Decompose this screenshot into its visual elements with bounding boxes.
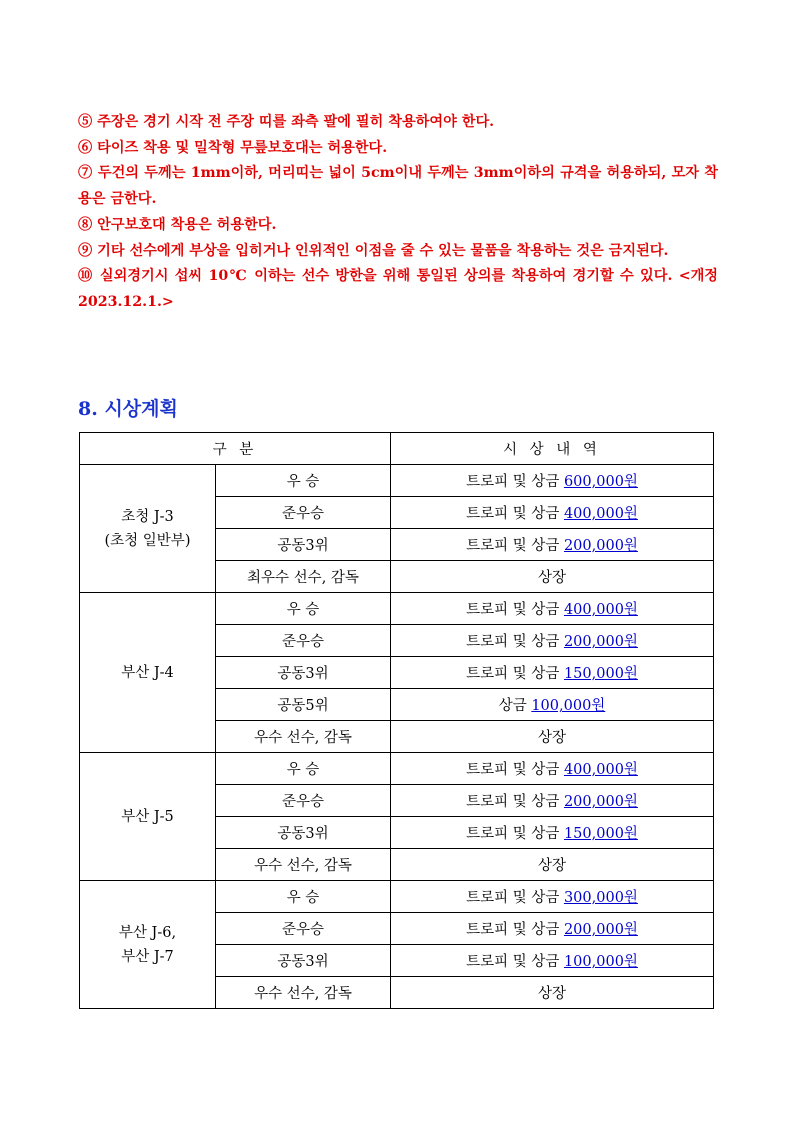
rank-cell: 공동3위 [216, 529, 391, 561]
rank-cell: 공동3위 [216, 817, 391, 849]
table-row [80, 593, 714, 625]
rank-cell: 공동3위 [216, 657, 391, 689]
rank-cell: 우 승 [216, 465, 391, 497]
rule-item: ⑥ 타이즈 착용 및 밀착형 무릎보호대는 허용한다. [78, 139, 388, 156]
award-cell [391, 881, 714, 913]
group-name-cell [80, 593, 216, 753]
rank-cell: 공동5위 [216, 689, 391, 721]
award-cell [391, 721, 714, 753]
prize-amount-link[interactable]: 150,000원 [563, 666, 638, 682]
award-cell [391, 913, 714, 945]
group-name-cell [80, 881, 216, 1009]
rank-cell: 준우승 [216, 785, 391, 817]
rule-item: ⑨ 기타 선수에게 부상을 입히거나 인위적인 이점을 줄 수 있는 물품을 착용하는 것은 금지된다. [78, 242, 669, 259]
award-cell [391, 945, 714, 977]
prize-amount-link[interactable]: 600,000원 [563, 474, 638, 490]
award-cell [391, 849, 714, 881]
award-text: 상장 [537, 730, 566, 746]
header-category: 구 분 [80, 433, 391, 465]
award-text: 상금 [498, 698, 532, 714]
award-text: 트로피 및 상금 [466, 506, 564, 522]
award-cell [391, 817, 714, 849]
award-text: 상장 [537, 986, 566, 1002]
award-text: 트로피 및 상금 [466, 794, 564, 810]
prize-amount-link[interactable]: 400,000원 [563, 506, 638, 522]
group-name-line: 부산 J-4 [121, 664, 174, 681]
prize-amount-link[interactable]: 400,000원 [563, 602, 638, 618]
rank-cell: 우수 선수, 감독 [216, 849, 391, 881]
prize-amount-link[interactable]: 400,000원 [563, 762, 638, 778]
section-title: 8. 시상계획 [78, 398, 178, 420]
prize-amount-link[interactable]: 200,000원 [563, 538, 638, 554]
group-name-line: 부산 J-6, [118, 924, 177, 941]
rank-cell: 우 승 [216, 753, 391, 785]
award-text: 트로피 및 상금 [466, 666, 564, 682]
prize-amount-link[interactable]: 150,000원 [563, 826, 638, 842]
award-text: 상장 [537, 570, 566, 586]
award-cell [391, 753, 714, 785]
award-cell [391, 977, 714, 1009]
group-name-line: 초청 J-3 [121, 508, 174, 525]
prize-amount-link[interactable]: 100,000원 [563, 954, 638, 970]
rule-item: ⑦ 두건의 두께는 1mm이하, 머리띠는 넓이 5cm이내 두께는 3mm이하의 규격을 허용하되, 모자 착용은 금한다. [78, 165, 718, 208]
rank-cell: 우 승 [216, 881, 391, 913]
award-text: 트로피 및 상금 [466, 922, 564, 938]
award-cell [391, 785, 714, 817]
group-name-cell [80, 753, 216, 881]
award-text: 상장 [537, 858, 566, 874]
award-cell [391, 657, 714, 689]
table-header-row [80, 433, 714, 465]
rank-cell: 준우승 [216, 497, 391, 529]
award-text: 트로피 및 상금 [466, 602, 564, 618]
award-cell [391, 529, 714, 561]
award-cell [391, 465, 714, 497]
award-cell [391, 625, 714, 657]
table-row [80, 881, 714, 913]
rank-cell: 우 승 [216, 593, 391, 625]
award-cell [391, 497, 714, 529]
rules-list [78, 110, 718, 316]
rank-cell: 최우수 선수, 감독 [216, 561, 391, 593]
prize-amount-link[interactable]: 200,000원 [563, 634, 638, 650]
rank-cell: 우수 선수, 감독 [216, 977, 391, 1009]
group-name-line: 부산 J-7 [121, 948, 174, 965]
rule-item: ⑩ 실외경기시 섭씨 10℃ 이하는 선수 방한을 위해 통일된 상의를 착용하여 경기할 수 있다. <개정 2023.12.1.> [78, 268, 718, 310]
group-name-line: (초청 일반부) [104, 532, 191, 549]
rule-item: ⑧ 안구보호대 착용은 허용한다. [78, 216, 277, 233]
prize-amount-link[interactable]: 300,000원 [563, 890, 638, 906]
rank-cell: 준우승 [216, 625, 391, 657]
award-cell [391, 593, 714, 625]
prize-amount-link[interactable]: 200,000원 [563, 922, 638, 938]
table-row [80, 465, 714, 497]
award-text: 트로피 및 상금 [466, 954, 564, 970]
rank-cell: 공동3위 [216, 945, 391, 977]
rank-cell: 우수 선수, 감독 [216, 721, 391, 753]
award-cell [391, 561, 714, 593]
group-name-line: 부산 J-5 [121, 808, 174, 825]
table-row [80, 753, 714, 785]
rank-cell: 준우승 [216, 913, 391, 945]
prize-table-body [80, 465, 714, 1009]
award-text: 트로피 및 상금 [466, 474, 564, 490]
prize-amount-link[interactable]: 200,000원 [563, 794, 638, 810]
award-text: 트로피 및 상금 [466, 634, 564, 650]
prize-amount-link[interactable]: 100,000원 [531, 698, 606, 714]
award-cell [391, 689, 714, 721]
prize-table [79, 432, 714, 1009]
award-text: 트로피 및 상금 [466, 538, 564, 554]
award-text: 트로피 및 상금 [466, 890, 564, 906]
award-text: 트로피 및 상금 [466, 826, 564, 842]
rule-item: ⑤ 주장은 경기 시작 전 주장 띠를 좌측 팔에 필히 착용하여야 한다. [78, 114, 495, 130]
header-details: 시 상 내 역 [391, 433, 714, 465]
group-name-cell [80, 465, 216, 593]
award-text: 트로피 및 상금 [466, 762, 564, 778]
